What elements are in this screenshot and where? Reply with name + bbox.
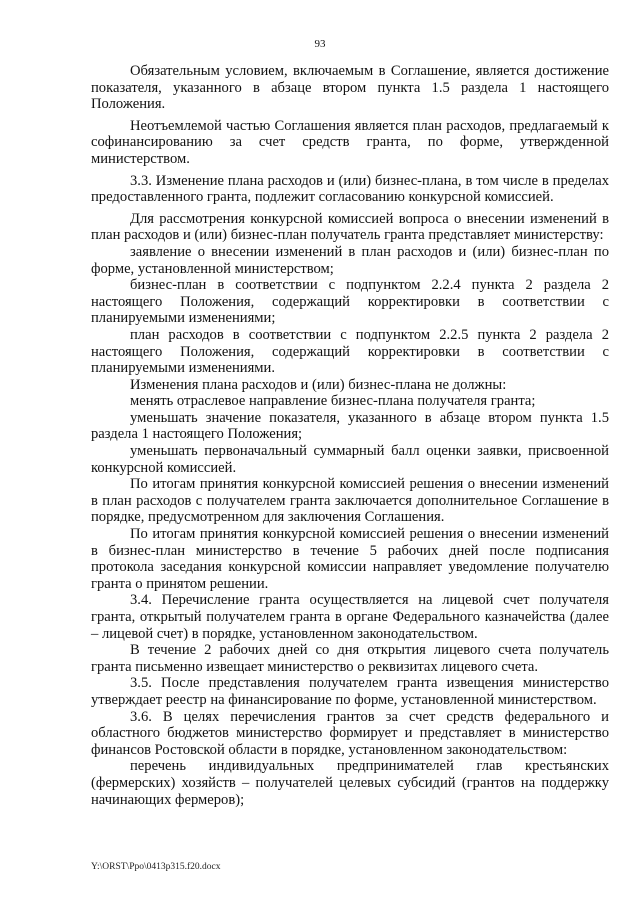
paragraph: заявление о внесении изменений в план расходов и (или) бизнес-план по форме, установленной министерством; [91, 243, 609, 277]
paragraph: бизнес-план в соответствии с подпунктом 2.2.4 пункта 2 раздела 2 настоящего Положения, содержащий корректировки в соответствии с планируемыми изменениями; [91, 277, 609, 327]
paragraph: план расходов в соответствии с подпунктом 2.2.5 пункта 2 раздела 2 настоящего Положения, содержащий корректировки в соответствии с планируемыми изменениями. [91, 326, 609, 377]
paragraph: Обязательным условием, включаемым в Соглашение, является достижение показателя, указанного в абзаце втором пункта 1.5 раздела 1 настоящего Положения. [91, 63, 609, 113]
page-number: 93 [314, 38, 326, 50]
paragraph: По итогам принятия конкурсной комиссией решения о внесении изменений в бизнес-план министерство в течение 5 рабочих дней после подписания протокола заседания конкурсной комиссии направляет уведомление получателю гранта о принятом решении. [91, 526, 609, 592]
paragraph: менять отраслевое направление бизнес-плана получателя гранта; [130, 393, 536, 410]
paragraph: Изменения плана расходов и (или) бизнес-плана не должны: [130, 376, 507, 393]
paragraph: 3.4. Перечисление гранта осуществляется на лицевой счет получателя гранта, открытый получателем гранта в органе Федерального казначейства (далее – лицевой счет) в порядке, установленном законодательством. [91, 592, 609, 642]
paragraph: перечень индивидуальных предпринимателей глав крестьянских (фермерских) хозяйств – получателей целевых субсидий (грантов на поддержку начинающих фермеров); [91, 758, 609, 808]
paragraph: уменьшать значение показателя, указанного в абзаце втором пункта 1.5 раздела 1 настоящего Положения; [91, 409, 609, 443]
document-body [91, 63, 609, 808]
paragraph: 3.6. В целях перечисления грантов за счет средств федерального и областного бюджетов министерство формирует и представляет в министерство финансов Ростовской области в порядке, установленном законодательством: [91, 708, 609, 758]
paragraph: Для рассмотрения конкурсной комиссией вопроса о внесении изменений в план расходов и (или) бизнес-план получатель гранта представляет министерству: [91, 210, 609, 244]
paragraph: В течение 2 рабочих дней со дня открытия лицевого счета получатель гранта письменно извещает министерство о реквизитах лицевого счета. [91, 642, 609, 675]
paragraph: По итогам принятия конкурсной комиссией решения о внесении изменений в план расходов с получателем гранта заключается дополнительное Соглашение в порядке, предусмотренном для заключения Соглашения. [91, 476, 609, 526]
paragraph: уменьшать первоначальный суммарный балл оценки заявки, присвоенной конкурсной комиссией. [91, 443, 609, 476]
footer-file-path: Y:\ORST\Ppo\0413p315.f20.docx [91, 862, 221, 872]
paragraph: 3.5. После представления получателем гранта извещения министерство утверждает реестр на финансирование по форме, установленной министерством. [91, 675, 609, 708]
paragraph: Неотъемлемой частью Соглашения является план расходов, предлагаемый к софинансированию за счет средств гранта, по форме, утвержденной министерством. [91, 117, 609, 167]
paragraph: 3.3. Изменение плана расходов и (или) бизнес-плана, в том числе в пределах предоставленного гранта, подлежит согласованию конкурсной комиссией. [91, 172, 609, 206]
